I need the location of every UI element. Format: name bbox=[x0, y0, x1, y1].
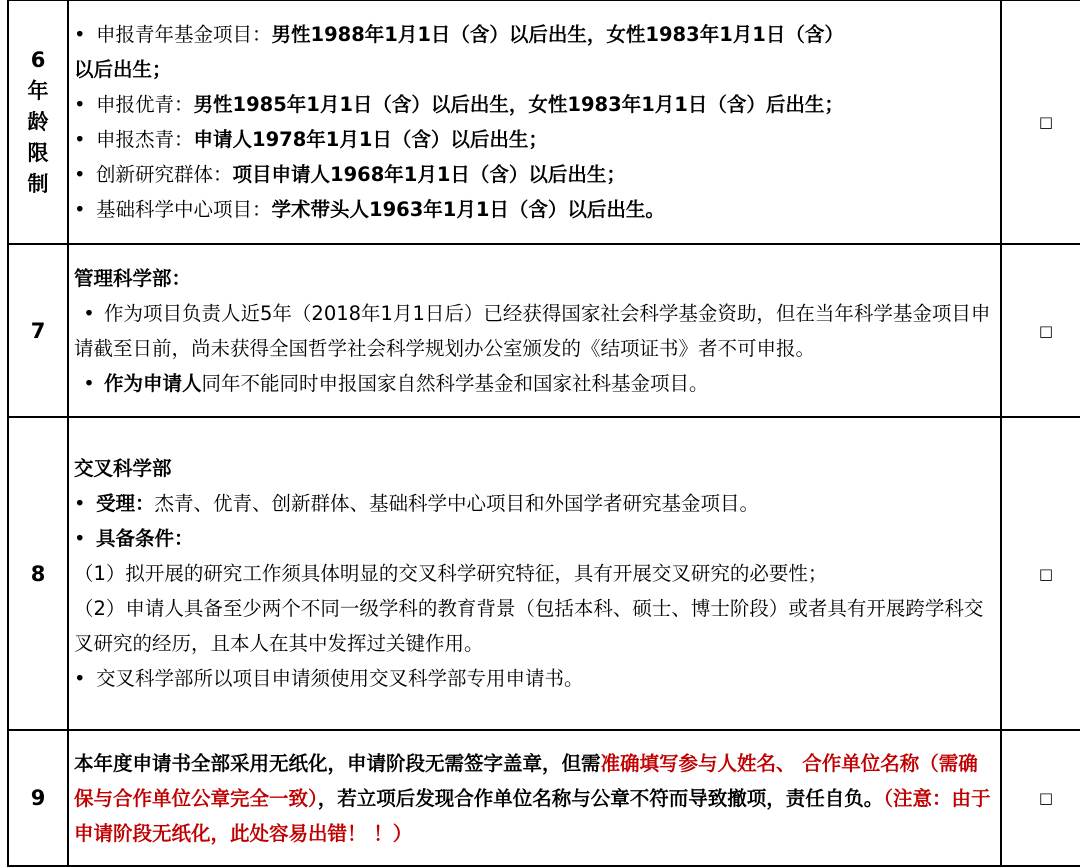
list-item bbox=[74, 157, 994, 192]
item-value: 项目申请人1968年1月1日（含）以后出生； bbox=[232, 163, 626, 186]
list-item bbox=[74, 486, 994, 521]
heading-text: 管理科学部： bbox=[74, 266, 192, 290]
vertical-char: 限 bbox=[27, 140, 49, 165]
row-number: 9 bbox=[8, 730, 68, 866]
heading-text: 交叉科学部 bbox=[74, 457, 172, 480]
paragraph-text: 本年度申请书全部采用无纸化，申请阶段无需签字盖章，但需 bbox=[74, 751, 601, 775]
table-row-9 bbox=[8, 730, 1080, 866]
paragraph bbox=[74, 366, 994, 401]
paragraph-bold: 作为申请人 bbox=[104, 371, 202, 395]
row-number bbox=[8, 0, 68, 244]
vertical-char: 6 bbox=[30, 47, 46, 72]
item-label: 具备条件： bbox=[96, 527, 194, 550]
bullet: • bbox=[74, 93, 86, 116]
row-8-content bbox=[68, 417, 1001, 730]
item-label: 基础科学中心项目： bbox=[96, 198, 272, 221]
bullet: • bbox=[74, 23, 86, 46]
vertical-char: 制 bbox=[27, 171, 49, 196]
bullet: • bbox=[74, 198, 86, 221]
list-item bbox=[74, 87, 994, 122]
bullet: • bbox=[74, 527, 86, 550]
bullet: • bbox=[74, 667, 86, 690]
warning-note: （注意：由于申请阶段无纸化，此处容易出错！ ！） bbox=[74, 786, 991, 845]
section-heading bbox=[74, 451, 994, 486]
item-label: 创新研究群体： bbox=[96, 163, 233, 186]
paragraph-text: 作为项目负责人近5年（2018年1月1日后）已经获得国家社会科学基金资助，但在当年科学基金项目申请截至日前，尚未获得全国哲学社会科学规划办公室颁发的《结项证书》者不可申报。 bbox=[74, 301, 991, 360]
paragraph-text: 同年不能同时申报国家自然科学基金和国家社科基金项目。 bbox=[201, 371, 709, 395]
bullet: • bbox=[83, 371, 95, 395]
paragraph bbox=[74, 746, 994, 851]
row-6-content bbox=[68, 0, 1001, 244]
vertical-char: 龄 bbox=[27, 109, 49, 134]
warning-text: 准确填写参与人姓名、 合作单位名称（需确保与合作单位公章完全一致） bbox=[74, 751, 978, 810]
list-item bbox=[74, 17, 994, 52]
paragraph-text: ，若立项后发现合作单位名称与公章不符而导致撤项，责任自负。 bbox=[317, 786, 884, 810]
item-label: 申报青年基金项目： bbox=[96, 23, 272, 46]
checkbox-cell bbox=[1001, 0, 1080, 244]
bullet: • bbox=[74, 492, 86, 515]
list-item bbox=[74, 122, 994, 157]
condition-item: （2）申请人具备至少两个不同一级学科的教育背景（包括本科、硕士、博士阶段）或者具有开展跨学科交叉研究的经历，且本人在其中发挥过关键作用。 bbox=[74, 597, 984, 655]
list-item bbox=[74, 661, 994, 696]
item-value: 申请人1978年1月1日（含）以后出生； bbox=[193, 128, 548, 151]
checkbox[interactable]: □ bbox=[1038, 321, 1054, 340]
row-9-content bbox=[68, 730, 1001, 866]
row-number: 8 bbox=[8, 417, 68, 730]
item-value: 男性1985年1月1日（含）以后出生，女性1983年1月1日（含）后出生； bbox=[193, 93, 844, 116]
item-label: 申报杰青： bbox=[96, 128, 194, 151]
table-row-6 bbox=[8, 0, 1080, 244]
checkbox-cell bbox=[1001, 417, 1080, 730]
table-row-8 bbox=[8, 417, 1080, 730]
bullet: • bbox=[74, 163, 86, 186]
checkbox[interactable]: □ bbox=[1038, 113, 1054, 131]
section-heading bbox=[74, 261, 994, 296]
item-value: 交叉科学部所以项目申请须使用交叉科学部专用申请书。 bbox=[96, 667, 584, 690]
list-item bbox=[74, 521, 994, 556]
vertical-char: 年 bbox=[27, 78, 49, 103]
item-value: 杰青、优青、创新群体、基础科学中心项目和外国学者研究基金项目。 bbox=[154, 492, 760, 515]
requirements-table bbox=[7, 0, 1080, 867]
table-row-7 bbox=[8, 244, 1080, 417]
checkbox[interactable]: □ bbox=[1038, 564, 1054, 583]
row-7-content bbox=[68, 244, 1001, 417]
paragraph bbox=[74, 296, 994, 366]
condition-item: （1）拟开展的研究工作须具体明显的交叉科学研究特征，具有开展交叉研究的必要性； bbox=[74, 562, 828, 585]
item-value: 以后出生； bbox=[74, 58, 172, 81]
row-number: 7 bbox=[8, 244, 68, 417]
item-label: 受理： bbox=[96, 492, 155, 515]
list-item bbox=[74, 192, 994, 227]
checkbox[interactable]: □ bbox=[1038, 789, 1054, 807]
list-item-continuation bbox=[74, 52, 994, 87]
checkbox-cell bbox=[1001, 244, 1080, 417]
checkbox-cell bbox=[1001, 730, 1080, 866]
item-value: 学术带头人1963年1月1日（含）以后出生。 bbox=[271, 198, 665, 221]
bullet: • bbox=[74, 128, 86, 151]
item-label: 申报优青： bbox=[96, 93, 194, 116]
row-6-vertical-label bbox=[28, 45, 49, 200]
bullet: • bbox=[83, 301, 95, 325]
item-value: 男性1988年1月1日（含）以后出生，女性1983年1月1日（含） bbox=[271, 23, 844, 46]
